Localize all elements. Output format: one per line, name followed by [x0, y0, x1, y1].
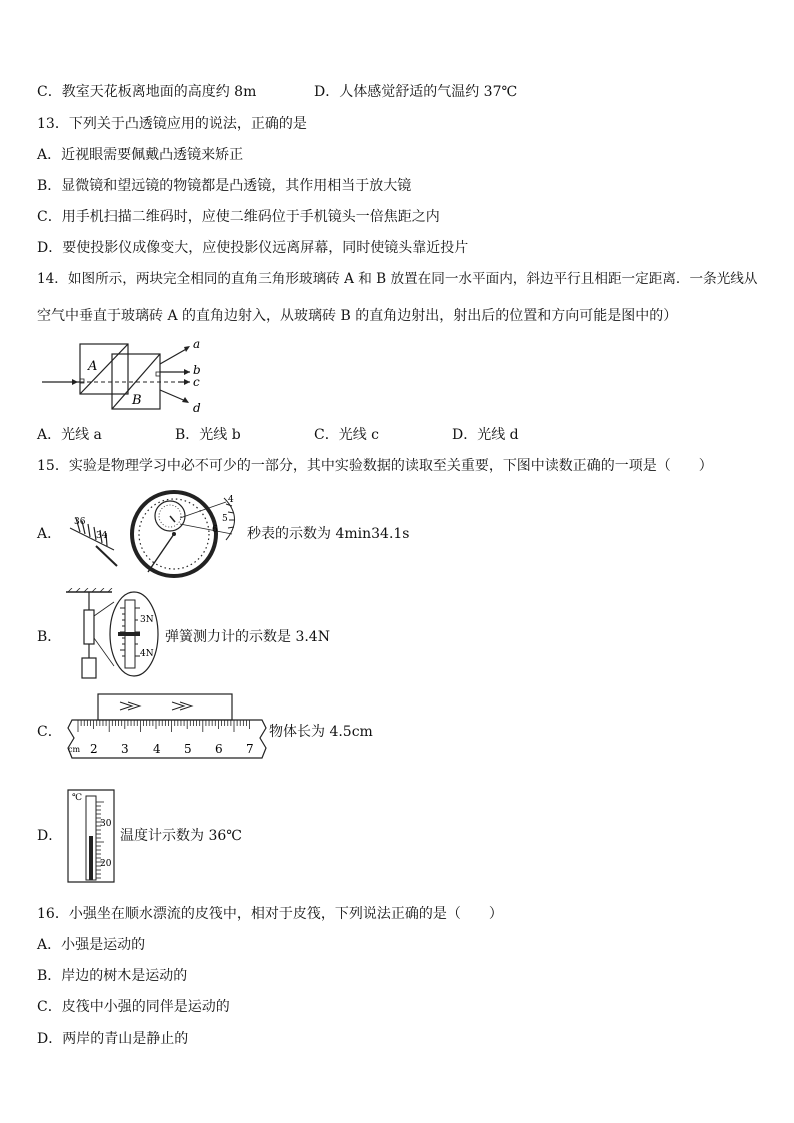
q13-option-d: D．要使投影仪成像变大，应使投影仪远离屏幕，同时使镜头靠近投片: [37, 240, 469, 256]
ray-b-arrow: [184, 369, 190, 375]
hanging-weight: [82, 658, 96, 678]
q12-option-c: C．教室天花板离地面的高度约 8m: [37, 84, 257, 100]
thermometer-liquid: [89, 836, 93, 880]
spring-tick-4n: 4N: [140, 649, 154, 659]
incident-ray-arrow: [72, 379, 78, 385]
q13-option-c: C．用手机扫描二维码时，应使二维码位于手机镜头一倍焦距之内: [37, 209, 440, 225]
q12-option-d: D．人体感觉舒适的气温约 37℃: [314, 84, 518, 100]
q15-option-d-letter: D．: [37, 828, 63, 844]
ruler-label-5: 5: [184, 742, 192, 756]
ray-c-arrow: [184, 379, 190, 385]
q14-option-a: A．光线 a: [37, 427, 102, 443]
thermometer-tick-30: 30: [100, 819, 112, 829]
q14-option-b: B．光线 b: [175, 427, 241, 443]
label-prism-b: B: [132, 393, 142, 408]
q14-stem-line2: 空气中垂直于玻璃砖 A 的直角边射入，从玻璃砖 B 的直角边射出，射出后的位置和方向可能是图中的）: [37, 308, 678, 324]
q15-option-a-letter: A．: [37, 526, 62, 542]
spring-tick-3n: 3N: [140, 615, 154, 625]
label-ray-a: a: [193, 337, 201, 351]
ruler-label-4: 4: [153, 742, 161, 756]
label-prism-a: A: [88, 359, 98, 374]
thermometer-figure: [64, 786, 120, 884]
measured-object: [98, 694, 232, 720]
stopwatch-magnifier-right: [180, 495, 235, 540]
q13-option-b: B．显微镜和望远镜的物镜都是凸透镜，其作用相当于放大镜: [37, 178, 412, 194]
q14-prism-figure: [38, 334, 218, 416]
ray-a-line: [160, 348, 188, 364]
stopwatch-magnifier-left: [70, 517, 117, 566]
q14-stem-line1: 14．如图所示，两块完全相同的直角三角形玻璃砖 A 和 B 放置在同一水平面内，斜边平行且相距一定距离．一条光线从: [37, 271, 758, 287]
stopwatch-tick-36: 36: [74, 517, 86, 527]
label-ray-d: d: [193, 401, 201, 415]
label-ray-c: c: [193, 375, 200, 389]
q16-stem: 16．小强坐在顺水漂流的皮筏中，相对于皮筏，下列说法正确的是（ ）: [37, 906, 503, 922]
q16-option-d: D．两岸的青山是静止的: [37, 1031, 189, 1047]
object-markings: [120, 702, 192, 710]
ruler-ticks: [78, 720, 250, 732]
spring-scale-figure: [62, 588, 164, 682]
ruler-figure: [62, 690, 268, 772]
q14-option-c: C．光线 c: [314, 427, 380, 443]
q14-option-d: D．光线 d: [452, 427, 519, 443]
q15-option-c-letter: C．: [37, 724, 62, 740]
ruler-label-2: 2: [90, 742, 98, 756]
stopwatch-figure: [62, 488, 244, 578]
stopwatch-tick-34: 34: [96, 531, 108, 541]
stopwatch-tick-6: 6: [212, 525, 218, 535]
q15-option-b-letter: B．: [37, 629, 62, 645]
q15-option-a-text: 秒表的示数为 4min34.1s: [247, 526, 410, 542]
q13-stem: 13．下列关于凸透镜应用的说法，正确的是: [37, 116, 307, 132]
spring-scale-body: [84, 610, 94, 644]
q15-option-b-text: 弹簧测力计的示数是 3.4N: [165, 629, 330, 645]
q16-option-a: A．小强是运动的: [37, 937, 146, 953]
thermometer-ticks: [96, 802, 104, 882]
ruler-label-6: 6: [215, 742, 223, 756]
q16-option-c: C．皮筏中小强的同伴是运动的: [37, 999, 230, 1015]
spring-scale-pointer: [118, 632, 140, 636]
stopwatch-center: [172, 532, 176, 536]
magnifier-guide-top: [94, 602, 114, 616]
q13-option-a: A．近视眼需要佩戴凸透镜来矫正: [37, 147, 244, 163]
q15-stem: 15．实验是物理学习中必不可少的一部分，其中实验数据的读取至关重要，下图中读数正确的一项是（ ）: [37, 458, 713, 474]
stopwatch-minute-hand: [170, 516, 175, 522]
ruler-label-7: 7: [246, 742, 254, 756]
ray-a-arrow: [184, 346, 190, 352]
ruler-label-3: 3: [121, 742, 129, 756]
label-ray-b: b: [193, 363, 201, 377]
thermometer-unit: ℃: [72, 793, 83, 803]
q15-option-c-text: 物体长为 4.5cm: [269, 724, 373, 740]
ruler-unit: cm: [68, 745, 81, 754]
q15-option-d-text: 温度计示数为 36℃: [120, 828, 242, 844]
q16-option-b: B．岸边的树木是运动的: [37, 968, 188, 984]
right-angle-mark-b: [156, 372, 160, 376]
ruler-body: [68, 720, 266, 758]
stopwatch-tick-4: 4: [228, 495, 234, 505]
thermometer-tick-20: 20: [100, 859, 112, 869]
stopwatch-tick-5: 5: [222, 514, 228, 524]
